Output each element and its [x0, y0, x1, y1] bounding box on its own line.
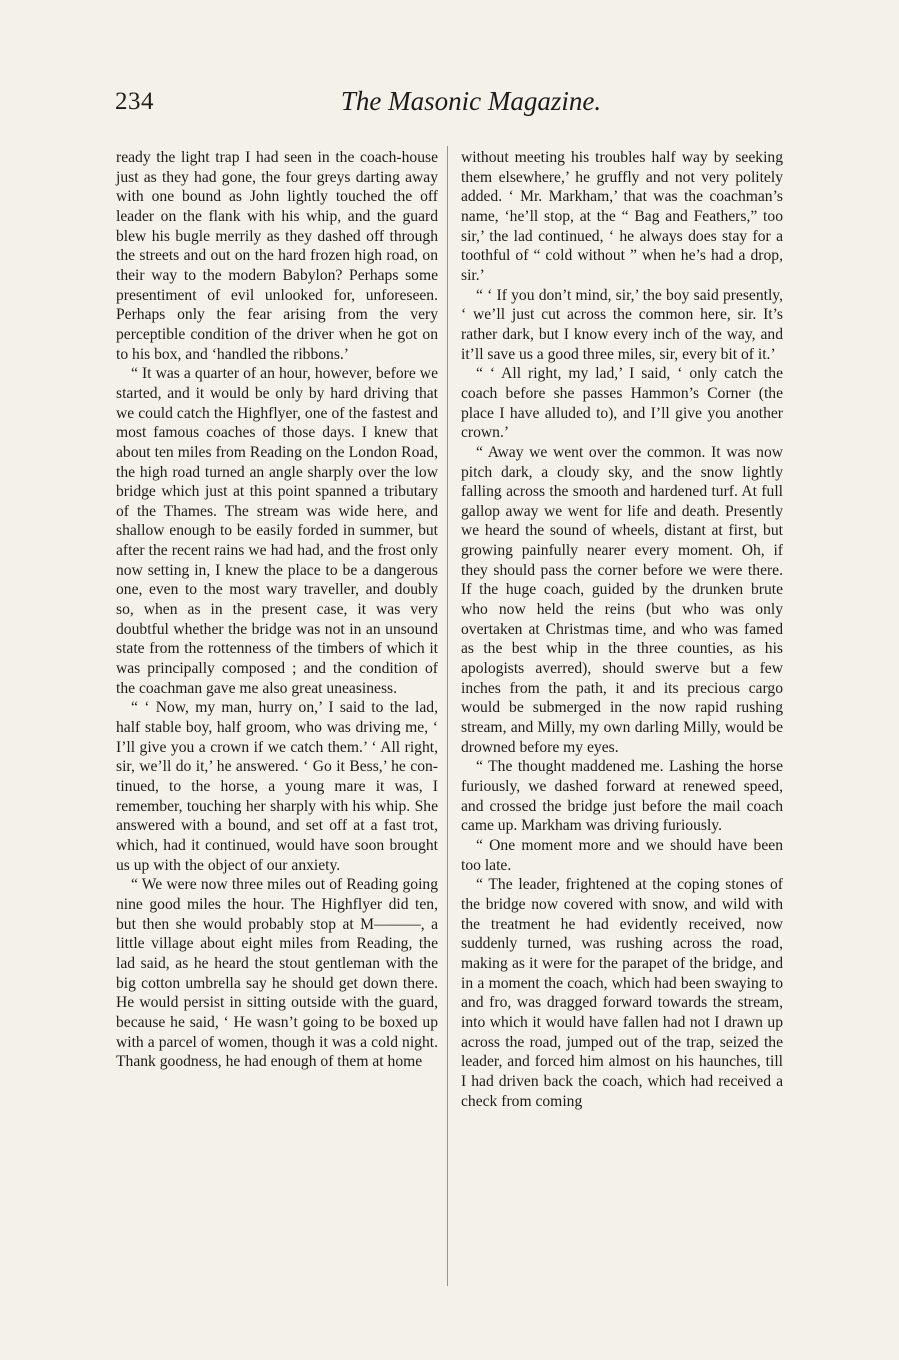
paragraph: without meeting his troubles half way by seeking them elsewhere,’ he gruffly and not very politely added. ‘ Mr. Markham,’ that was the coachman’s name, ‘he’ll stop, at the “ Bag and Feathers,” too sir,’ the lad continued, ‘ he always does stay for a toothful of “ cold without ” when he’s had a drop, sir.’ — [461, 149, 783, 284]
right-column — [461, 148, 783, 1111]
running-title: The Masonic Magazine. — [340, 86, 602, 116]
paragraph: “ The leader, frightened at the coping stones of the bridge now covered with snow, and wild with the treatment he had evidently received, now suddenly turned, was rushing across the road, making as it were for the parapet of the bridge, and in a moment the coach, which had been swaying to and fro, was dragged forward towards the stream, into which it would have fallen had not I drawn up across the road, jumped out of the trap, seized the leader, and forced him almost on his haunches, till I had driven back the coach, which had received a check from coming — [461, 876, 783, 1110]
page-header — [113, 84, 789, 124]
column-divider — [447, 146, 448, 1286]
paragraph: “ ‘ All right, my lad,’ I said, ‘ only catch the coach before she passes Hammon’s Corner (the place I have alluded to), and I’ll give you another crown.’ — [461, 365, 783, 442]
paragraph: “ The thought maddened me. Lashing the horse furiously, we dashed forward at renewed speed, and crossed the bridge just before the mail coach came up. Markham was driving furiously. — [461, 758, 783, 835]
paragraph: “ It was a quarter of an hour, however, before we started, and it would be only by hard driving that we could catch the Highflyer, one of the fastest and most famous coaches of those days. I knew that about ten miles from Reading on the London Road, the high road turned an angle sharply over the low bridge which just at this point spanned a tributary of the Thames. The stream was wide here, and shallow enough to be easily forded in summer, but after the recent rains we had had, and the frost only now setting in, I knew the place to be a dangerous one, even to the most wary traveller, and doubly so, when as in the present case, it was very doubtful whether the bridge was not in an unsound state from the rottenness of the timbers of which it was principally composed ; and the condition of the coachman gave me also great uneasiness. — [116, 365, 438, 697]
paragraph: “ ‘ Now, my man, hurry on,’ I said to the lad, half stable boy, half groom, who was driving me, ‘ I’ll give you a crown if we catch them.’ ‘ All right, sir, we’ll do it,’ he answered. ‘ Go it Bess,’ he continued, to the horse, a young mare it was, I remember, touching her sharply with his whip. She answered with a bound, and set off at a fast trot, which, had it continued, would have soon brought us up with the object of our anxiety. — [116, 699, 438, 874]
paragraph: “ One moment more and we should have been too late. — [461, 836, 783, 874]
paragraph: “ Away we went over the common. It was now pitch dark, a cloudy sky, and the snow lightly falling across the smooth and hardened turf. At full gallop away we went for life and death. Presently we heard the sound of wheels, distant at first, but growing painfully nearer every moment. Oh, if they should pass the corner before we were there. If the huge coach, guided by the drunken brute who now held the reins (but who was only overtaken at Christmas time, and who was famed as the best whip in the three counties, as his apologists averred), should swerve but a few inches from the path, it and its precious cargo would be submerged in the now rapid rushing stream, and Milly, my own darling Milly, would be drowned before my eyes. — [461, 443, 783, 756]
paragraph: “ We were now three miles out of Reading going nine good miles the hour. The Highflyer did ten, but then she would probably stop at M———, a little village about eight miles from Reading, the lad said, as he heard the stout gentleman with the big cotton umbrella say he should get down there. He would persist in sitting outside with the guard, because he said, ‘ He wasn’t going to be boxed up with a parcel of women, though it was a cold night. Thank goodness, he had enough of them at home — [116, 876, 438, 1071]
paragraph: ready the light trap I had seen in the coach-house just as they had gone, the four greys darting away with one bound as John lightly touched the off leader on the flank with his whip, and the guard blew his bugle merrily as they dashed off through the streets and out on the hard frozen high road, on their way to the modern Babylon? Perhaps some presentiment of evil unlooked for, unforeseen. Perhaps only the fear arising from the very perceptible condition of the driver when he got on to his box, and ‘handled the ribbons.’ — [116, 149, 438, 363]
paragraph: “ ‘ If you don’t mind, sir,’ the boy said presently, ‘ we’ll just cut across the common here, sir. It’s rather dark, but I know every inch of the way, and it’ll save us a good three miles, sir, every bit of it.’ — [461, 286, 783, 363]
left-column — [116, 148, 438, 1072]
page-number: 234 — [115, 88, 154, 115]
